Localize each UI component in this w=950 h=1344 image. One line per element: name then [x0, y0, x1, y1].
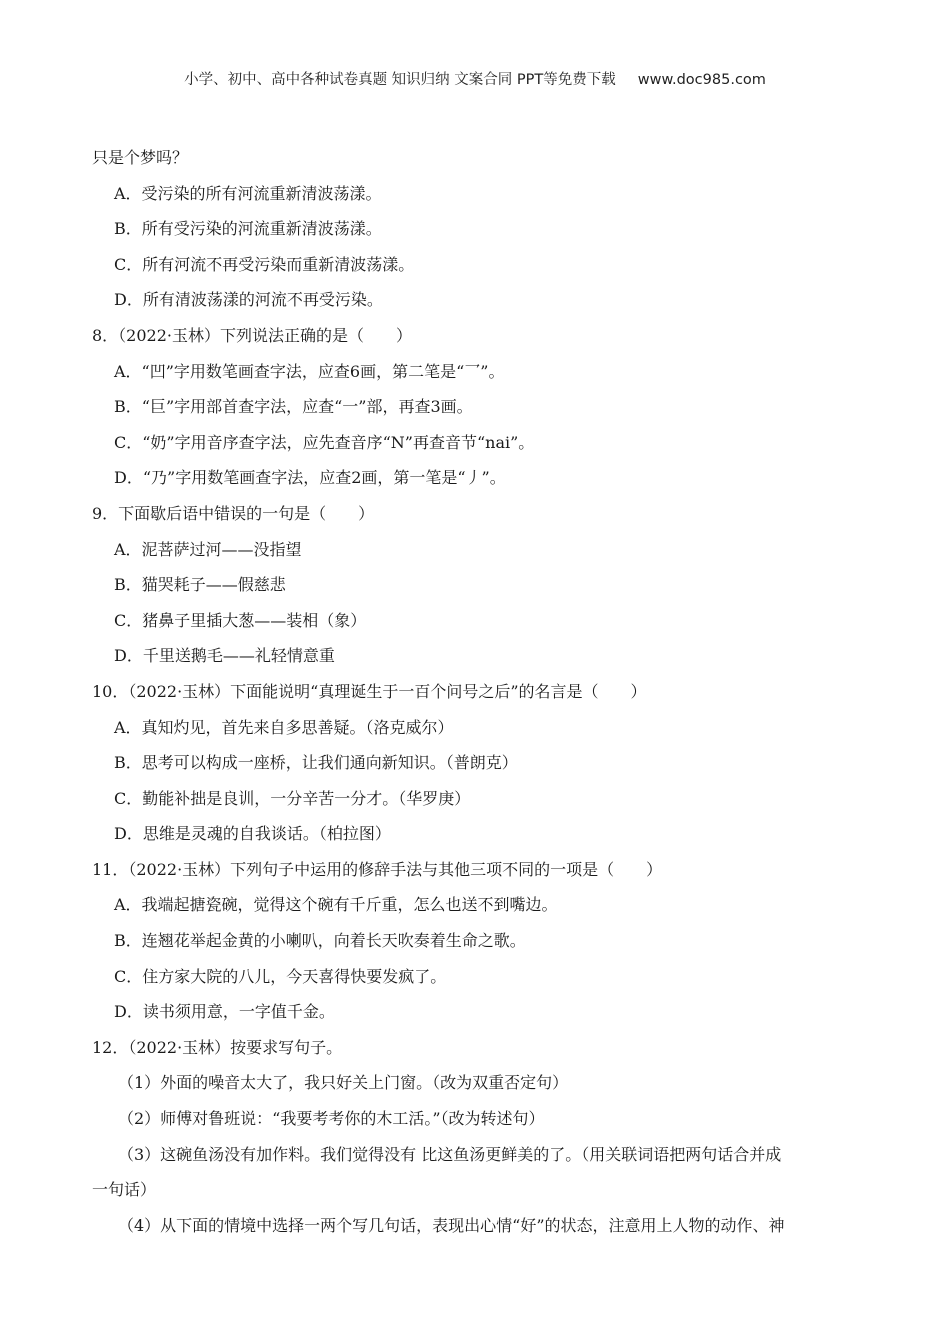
option-a: A．“凹”字用数笔画查字法，应查6画，第二笔是“乛”。 — [114, 361, 505, 381]
sub-item-4: （4）从下面的情境中选择一两个写几句话，表现出心情“好”的状态，注意用上人物的动作、神 — [118, 1215, 785, 1235]
option-a: A．泥菩萨过河——没指望 — [114, 539, 302, 559]
option-b: B．思考可以构成一座桥，让我们通向新知识。（普朗克） — [114, 753, 518, 773]
question-stem: 11．（2022·玉林）下列句子中运用的修辞手法与其他三项不同的一项是（ ） — [92, 859, 663, 879]
option-b: B．连翘花举起金黄的小喇叭，向着长天吹奏着生命之歌。 — [114, 931, 526, 951]
option-a: A．真知灼见，首先来自多思善疑。（洛克威尔） — [114, 717, 454, 737]
option-c: C．“奶”字用音序查字法，应先查音序“N”再查音节“nai”。 — [114, 432, 535, 452]
question-11 — [92, 852, 872, 1030]
header-site-link[interactable]: www.doc985.com — [637, 72, 766, 88]
question-7 — [92, 140, 872, 318]
option-b: B．猫哭耗子——假慈悲 — [114, 575, 286, 595]
option-a: A．受污染的所有河流重新清波荡漾。 — [114, 183, 382, 203]
sub-item-3: （3）这碗鱼汤没有加作料。我们觉得没有 比这鱼汤更鲜美的了。（用关联词语把两句话合并成 — [118, 1144, 782, 1164]
header-text: 小学、初中、高中各种试卷真题 知识归纳 文案合同 PPT等免费下载 — [184, 72, 616, 88]
option-a: A．我端起搪瓷碗，觉得这个碗有千斤重，怎么也送不到嘴边。 — [114, 895, 558, 915]
question-stem: 10．（2022·玉林）下面能说明“真理诞生于一百个问号之后”的名言是（ ） — [92, 681, 647, 701]
question-9 — [92, 496, 872, 674]
option-d: D．“乃”字用数笔画查字法，应查2画，第一笔是“丿”。 — [114, 468, 506, 488]
question-stem: 8．（2022·玉林）下列说法正确的是（ ） — [92, 325, 412, 345]
sub-item-3-continued: 一句话） — [92, 1180, 157, 1200]
question-12 — [92, 1030, 872, 1244]
option-d: D．所有清波荡漾的河流不再受污染。 — [114, 290, 383, 310]
option-c: C．猪鼻子里插大葱——装相（象） — [114, 610, 367, 630]
sub-item-2: （2）师傅对鲁班说：“我要考考你的木工活。”（改为转述句） — [118, 1109, 545, 1129]
option-b: B．“巨”字用部首查字法，应查“一”部，再查3画。 — [114, 397, 473, 417]
option-d: D．千里送鹅毛——礼轻情意重 — [114, 646, 335, 666]
exam-content — [92, 140, 872, 1243]
question-stem: 12．（2022·玉林）按要求写句子。 — [92, 1037, 343, 1057]
option-d: D．读书须用意，一字值千金。 — [114, 1002, 335, 1022]
option-c: C．勤能补拙是良训，一分辛苦一分才。（华罗庚） — [114, 788, 471, 808]
option-d: D．思维是灵魂的自我谈话。（柏拉图） — [114, 824, 391, 844]
question-10 — [92, 674, 872, 852]
question-8 — [92, 318, 872, 496]
option-c: C．住方家大院的八儿，今天喜得快要发疯了。 — [114, 966, 447, 986]
option-c: C．所有河流不再受污染而重新清波荡漾。 — [114, 254, 415, 274]
sub-item-1: （1）外面的噪音太大了，我只好关上门窗。（改为双重否定句） — [118, 1073, 569, 1093]
option-b: B．所有受污染的河流重新清波荡漾。 — [114, 219, 382, 239]
page-header — [0, 68, 950, 89]
question-stem: 9．下面歇后语中错误的一句是（ ） — [92, 503, 375, 523]
question-stem-tail: 只是个梦吗？ — [92, 148, 189, 167]
